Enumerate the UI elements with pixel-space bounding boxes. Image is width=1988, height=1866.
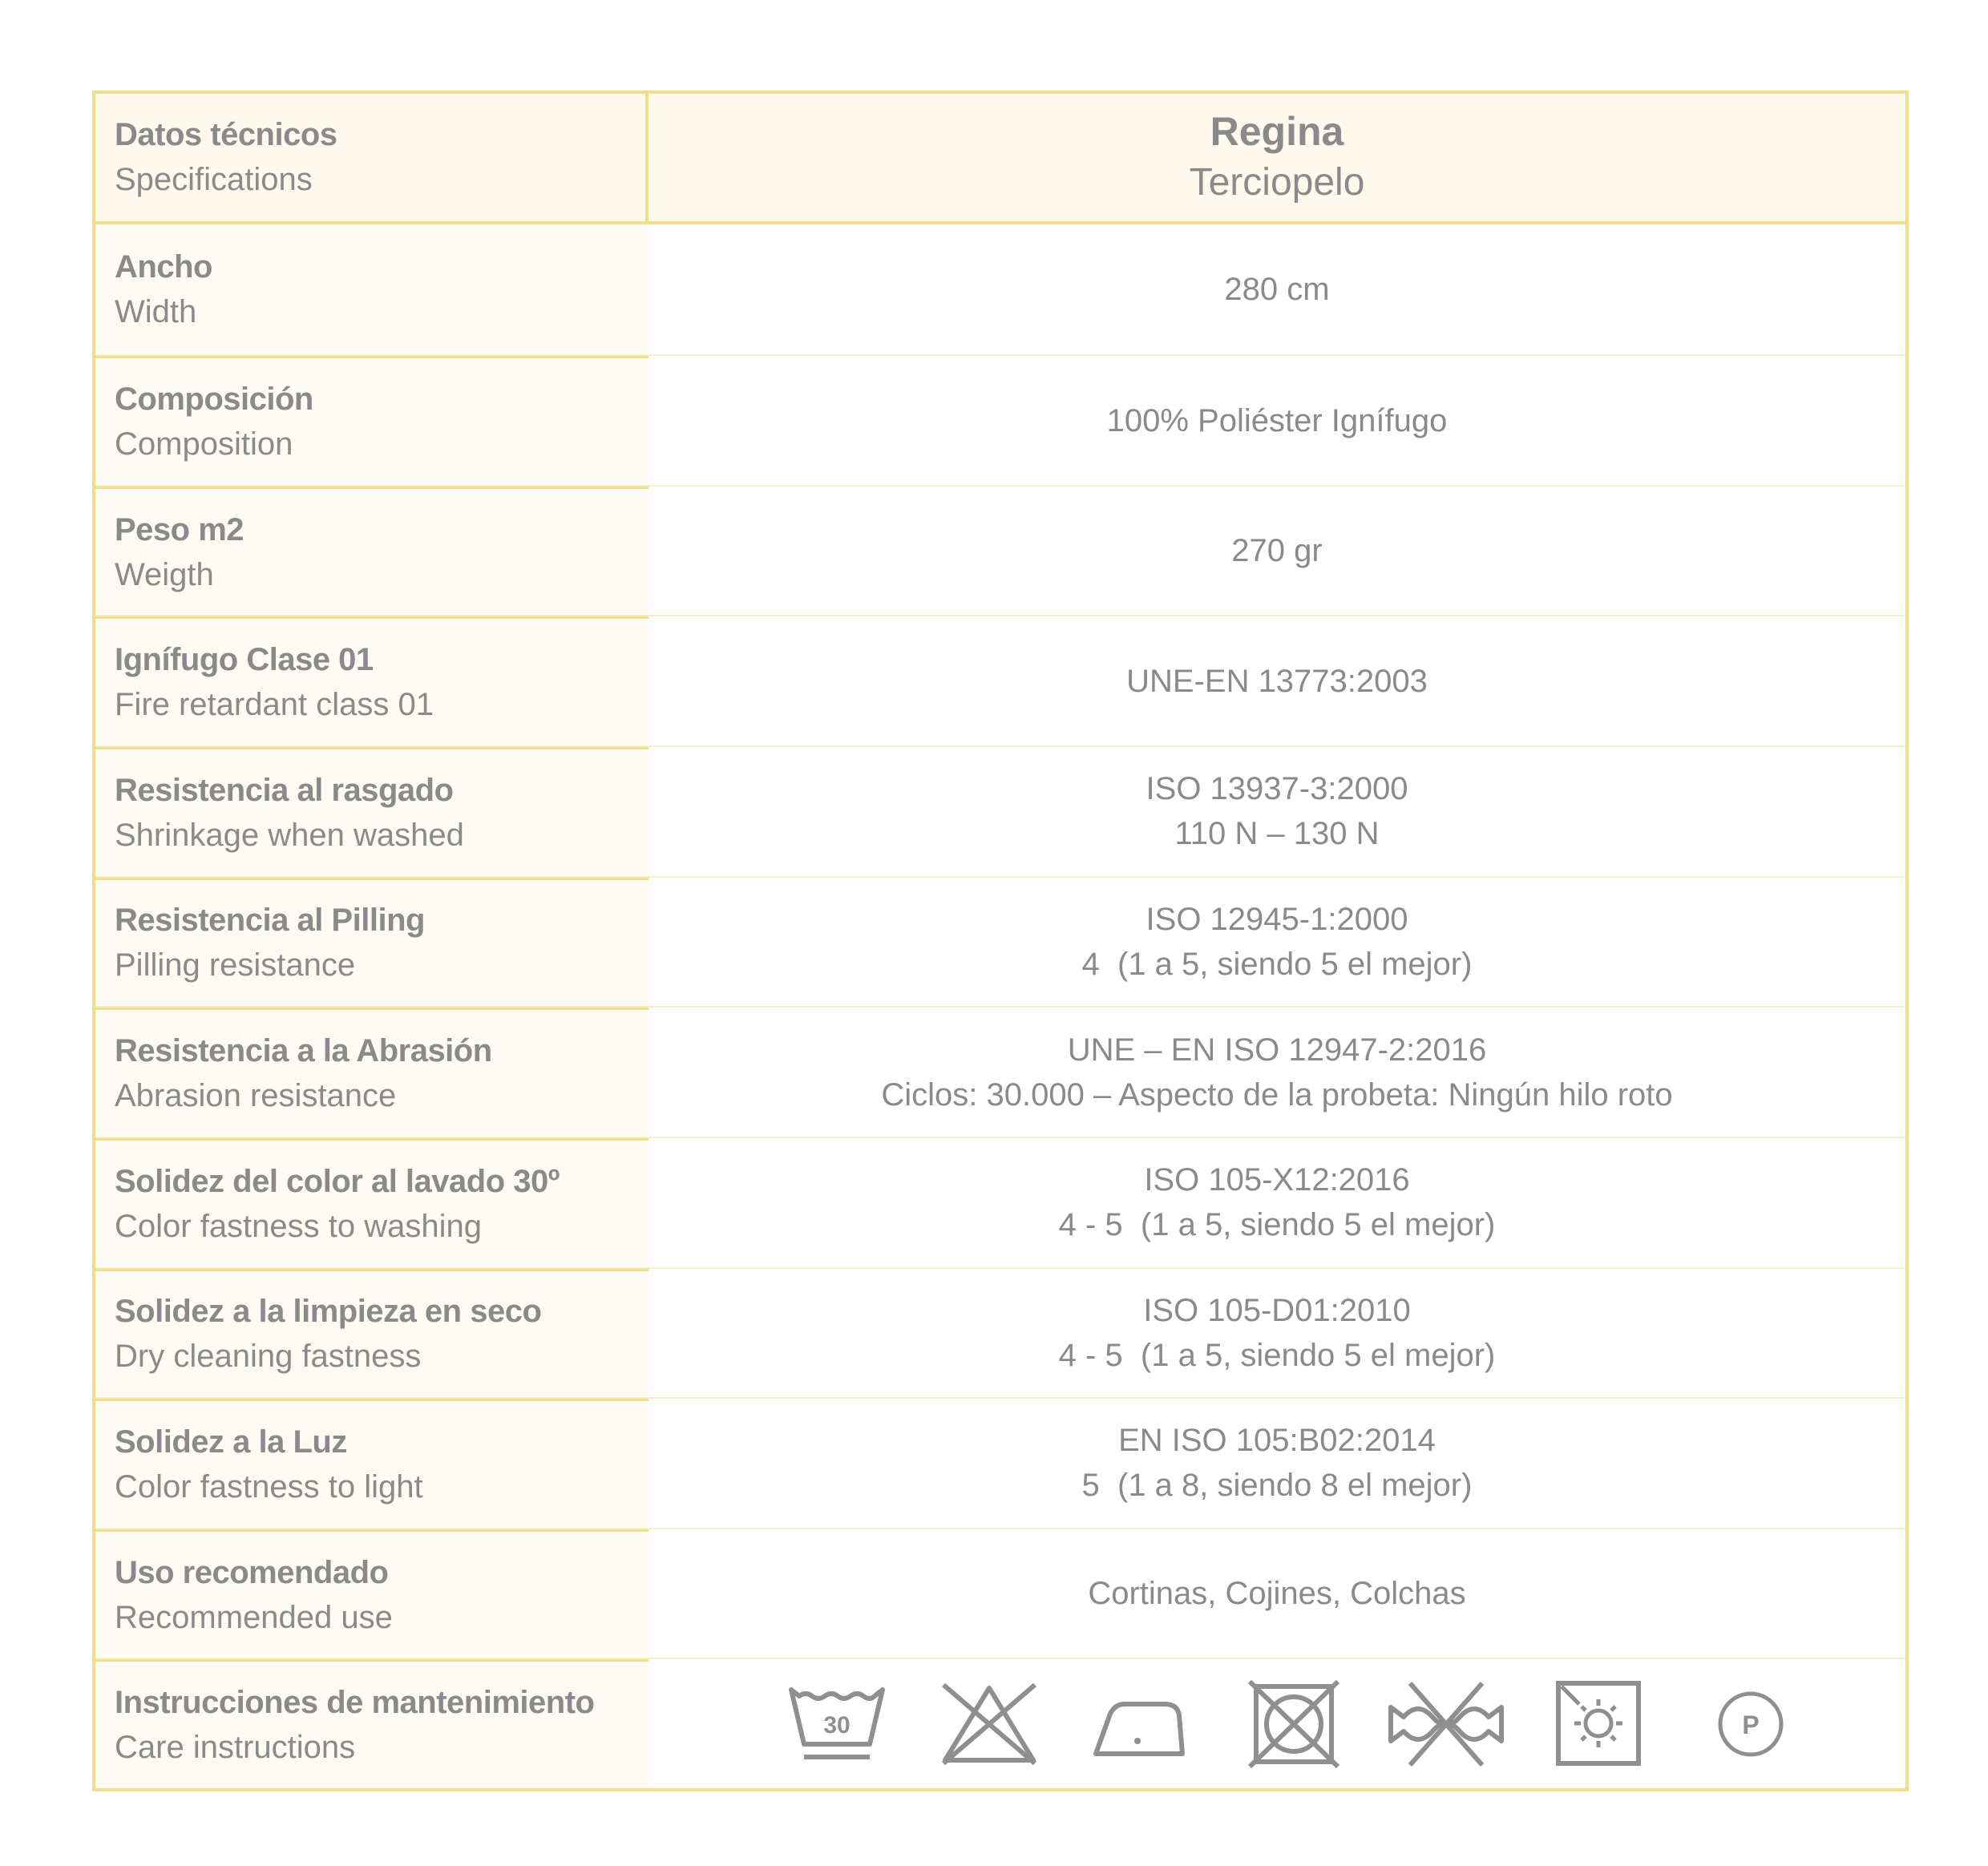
no-wring-icon [1370, 1676, 1522, 1772]
table-row [95, 1267, 1905, 1398]
row-label-es: Solidez del color al lavado 30º [115, 1163, 560, 1199]
row-label-cell [95, 616, 649, 745]
iron-low-icon [1065, 1676, 1218, 1772]
row-label-es: Solidez a la Luz [115, 1424, 347, 1460]
row-label-cell [95, 1529, 649, 1658]
row-value-line: ISO 105-X12:2016 [1144, 1162, 1410, 1198]
no-tumble-dry-icon [1218, 1676, 1370, 1772]
wash-temp-text: 30 [823, 1711, 851, 1739]
table-row [95, 615, 1905, 745]
row-label-cell [95, 487, 649, 616]
table-row [95, 1528, 1905, 1658]
product-type: Terciopelo [1189, 161, 1365, 204]
row-label-en: Recommended use [115, 1599, 393, 1635]
row-label-cell [95, 747, 649, 876]
row-value-cell [649, 1399, 1905, 1528]
table-header [95, 94, 1905, 224]
row-label-cell [95, 1138, 649, 1267]
row-value-cell [649, 878, 1905, 1007]
row-value-line: ISO 13937-3:2000 [1146, 771, 1408, 807]
table-row [95, 1137, 1905, 1267]
row-value-cell [649, 1529, 1905, 1658]
row-label-es: Peso m2 [115, 511, 244, 547]
row-label-en: Color fastness to light [115, 1468, 423, 1505]
row-value-cell [649, 747, 1905, 876]
row-label-es: Composición [115, 382, 313, 418]
row-label-en: Abrasion resistance [115, 1078, 397, 1114]
dry-clean-p-icon [1675, 1676, 1827, 1772]
row-value-line: 110 N – 130 N [1174, 816, 1380, 852]
product-name: Regina [1210, 109, 1344, 155]
care-icons [649, 1659, 1905, 1788]
row-value-cell [649, 1138, 1905, 1267]
row-label-es: Resistencia al Pilling [115, 903, 425, 939]
row-value-line: EN ISO 105:B02:2014 [1118, 1423, 1436, 1459]
header-label-es: Datos técnicos [115, 117, 337, 153]
row-value-line: 4 (1 a 5, siendo 5 el mejor) [1081, 946, 1473, 982]
table-row [95, 745, 1905, 876]
row-value-cell [649, 356, 1905, 485]
row-label-cell [95, 1008, 649, 1137]
header-label-en: Specifications [115, 162, 313, 198]
row-value-line: ISO 105-D01:2010 [1143, 1292, 1411, 1328]
spec-table [92, 91, 1909, 1791]
row-value-line: UNE-EN 13773:2003 [1126, 663, 1428, 699]
row-value-cell [649, 1008, 1905, 1137]
care-label-cell [95, 1659, 649, 1788]
dry-in-sun-icon [1522, 1676, 1675, 1772]
row-label-es: Ancho [115, 248, 212, 285]
row-value-cell [649, 487, 1905, 616]
row-label-en: Width [115, 293, 197, 329]
row-label-en: Weigth [115, 556, 214, 592]
care-label-es: Instrucciones de mantenimiento [115, 1685, 595, 1721]
row-value-cell [649, 616, 1905, 745]
care-label-en: Care instructions [115, 1730, 356, 1766]
row-value-line: Ciclos: 30.000 – Aspecto de la probeta: Ningún hilo roto [881, 1076, 1673, 1113]
row-label-es: Resistencia a la Abrasión [115, 1033, 492, 1069]
row-label-en: Dry cleaning fastness [115, 1339, 422, 1375]
row-label-en: Color fastness to washing [115, 1208, 483, 1244]
row-label-en: Fire retardant class 01 [115, 687, 434, 723]
row-value-line: 270 gr [1231, 533, 1323, 569]
wash-30-icon [761, 1676, 913, 1772]
row-value-cell [649, 1269, 1905, 1398]
row-label-cell [95, 224, 649, 355]
row-label-cell [95, 878, 649, 1007]
table-row [95, 876, 1905, 1007]
row-value-line: ISO 12945-1:2000 [1146, 901, 1408, 937]
row-label-en: Composition [115, 426, 293, 462]
dry-clean-letter: P [1742, 1710, 1760, 1739]
row-label-es: Solidez a la limpieza en seco [115, 1294, 542, 1330]
row-value-line: Cortinas, Cojines, Colchas [1088, 1576, 1466, 1612]
row-value-line: 4 - 5 (1 a 5, siendo 5 el mejor) [1058, 1337, 1496, 1373]
row-value-cell [649, 224, 1905, 355]
row-value-line: 280 cm [1224, 271, 1330, 307]
header-product-cell [649, 94, 1905, 221]
table-row [95, 354, 1905, 485]
row-label-cell [95, 1269, 649, 1398]
row-label-es: Uso recomendado [115, 1554, 389, 1590]
row-label-cell [95, 1399, 649, 1528]
no-bleach-icon [913, 1676, 1065, 1772]
table-row [95, 485, 1905, 616]
row-label-cell [95, 356, 649, 485]
header-label-cell [95, 94, 649, 221]
table-row [95, 224, 1905, 355]
row-value-line: UNE – EN ISO 12947-2:2016 [1067, 1032, 1487, 1068]
row-value-line: 100% Poliéster Ignífugo [1106, 402, 1448, 438]
row-value-line: 4 - 5 (1 a 5, siendo 5 el mejor) [1058, 1207, 1496, 1243]
row-label-es: Resistencia al rasgado [115, 772, 454, 808]
table-row [95, 1006, 1905, 1137]
row-label-es: Ignífugo Clase 01 [115, 642, 374, 678]
care-row [95, 1658, 1905, 1788]
row-label-en: Pilling resistance [115, 947, 356, 983]
row-label-en: Shrinkage when washed [115, 817, 464, 853]
row-value-line: 5 (1 a 8, siendo 8 el mejor) [1081, 1468, 1473, 1504]
table-row [95, 1397, 1905, 1528]
